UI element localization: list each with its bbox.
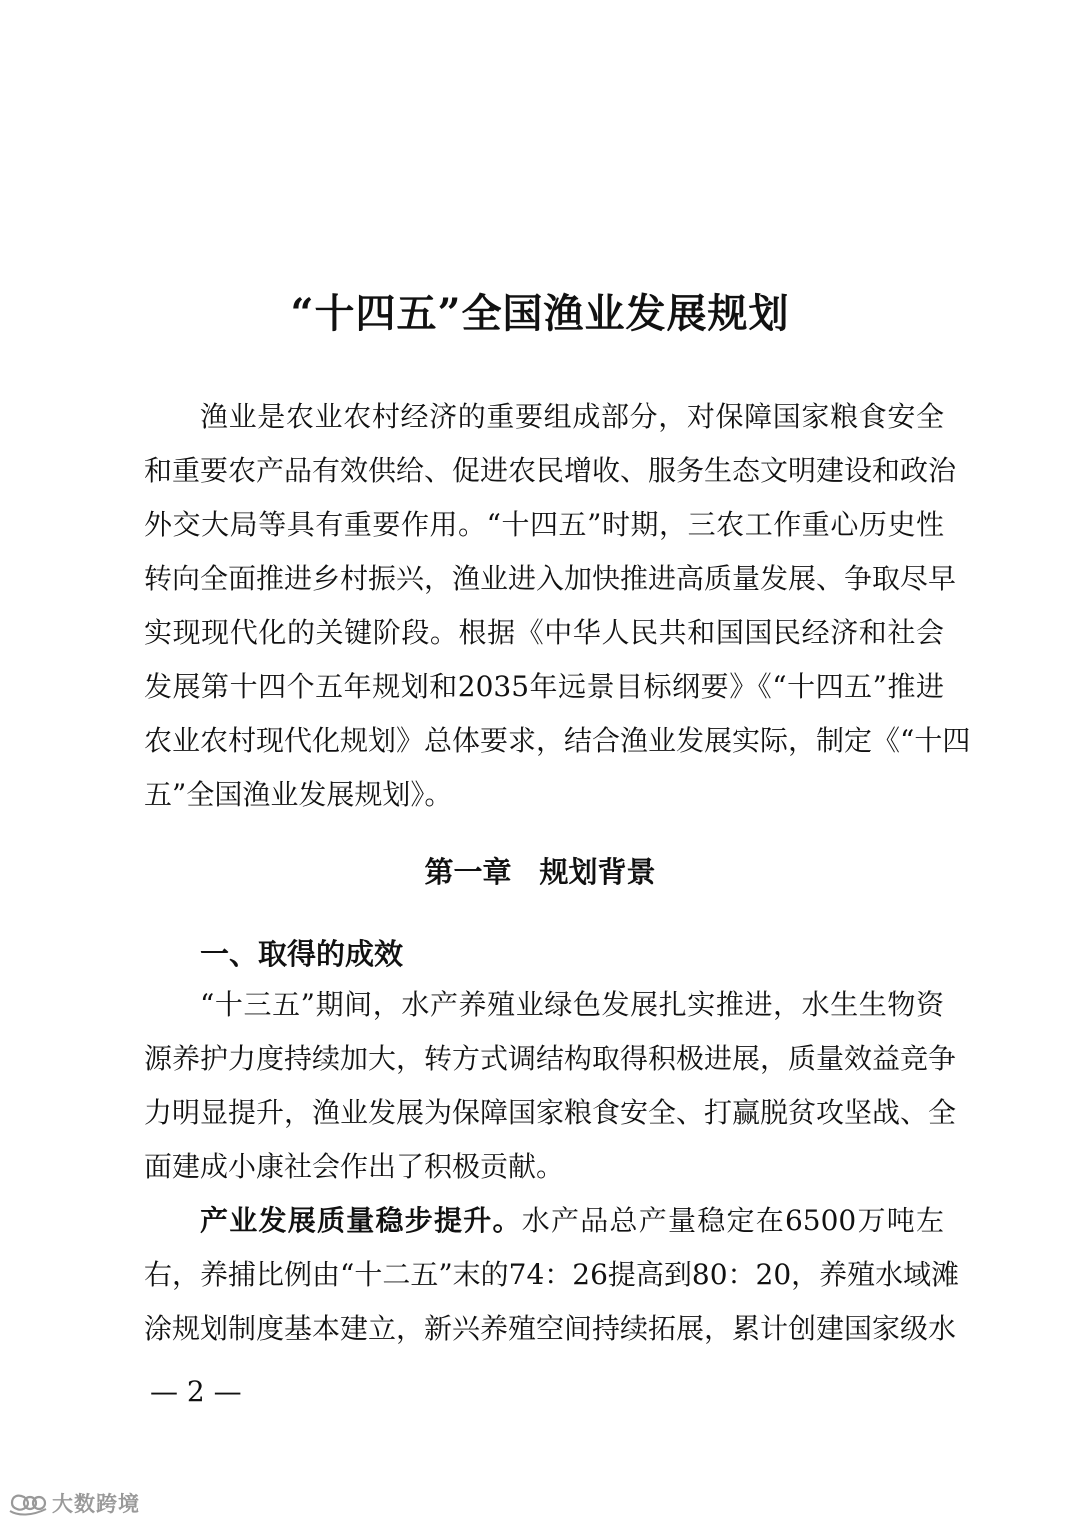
chapter-title: 规划背景 [539,855,656,889]
chapter-number: 第一章 [424,855,512,889]
page-number: — 2 — [150,1375,242,1408]
intro-line: 实现现代化的关键阶段。根据《中华人民共和国国民经济和社会 [144,616,944,649]
document-title: “十四五”全国渔业发展规划 [290,290,790,337]
section-heading: 一、取得的成效 [200,937,404,971]
intro-line: 转向全面推进乡村振兴，渔业进入加快推进高质量发展、争取尽早 [144,562,957,595]
watermark [8,1488,140,1518]
industry-paragraph-line: 右，养捕比例由“十二五”末的74：26提高到80：20，养殖水域滩 [144,1258,960,1291]
section-line: 面建成小康社会作出了积极贡献。 [144,1150,565,1183]
intro-line: 发展第十四个五年规划和2035年远景目标纲要》《“十四五”推进 [144,670,944,703]
industry-paragraph-lead: 产业发展质量稳步提升。 [200,1204,522,1237]
section-line: “十三五”期间，水产养殖业绿色发展扎实推进，水生生物资 [200,988,944,1021]
intro-line: 五”全国渔业发展规划》。 [144,778,453,811]
section-line: 力明显提升，渔业发展为保障国家粮食安全、打赢脱贫攻坚战、全 [144,1096,957,1129]
watermark-logo-icon [8,1489,48,1517]
industry-paragraph-first-line [144,1202,944,1240]
intro-line: 农业农村现代化规划》总体要求，结合渔业发展实际，制定《“十四 [144,724,971,757]
intro-line: 渔业是农业农村经济的重要组成部分，对保障国家粮食安全 [200,400,944,433]
industry-paragraph-text: 水产品总产量稳定在6500万吨左 [521,1204,944,1237]
section-line: 源养护力度持续加大，转方式调结构取得积极进展，质量效益竞争 [144,1042,957,1075]
intro-line: 外交大局等具有重要作用。“十四五”时期，三农工作重心历史性 [144,508,944,541]
intro-line: 和重要农产品有效供给、促进农民增收、服务生态文明建设和政治 [144,454,957,487]
watermark-text: 大数跨境 [52,1492,140,1516]
chapter-heading [0,850,1080,891]
industry-paragraph-line: 涂规划制度基本建立，新兴养殖空间持续拓展，累计创建国家级水 [144,1312,957,1345]
